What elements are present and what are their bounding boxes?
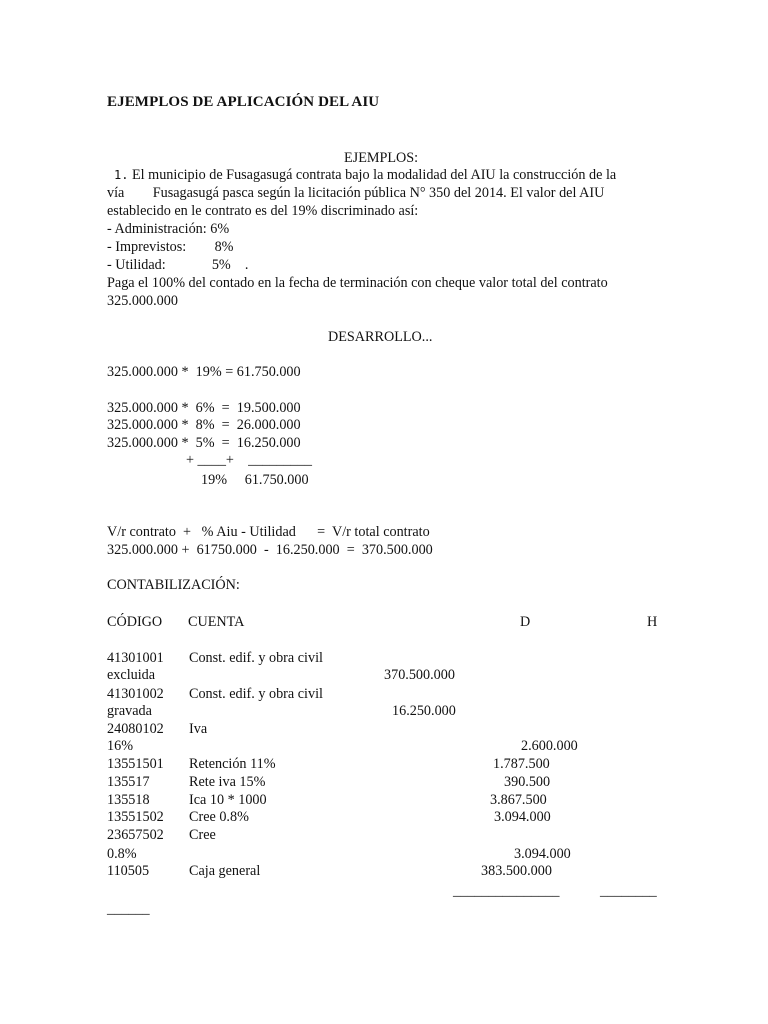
row-code: 135518: [107, 792, 150, 808]
row-code: 23657502: [107, 827, 164, 843]
row-value: 3.867.500: [490, 792, 547, 808]
calc-administracion: 325.000.000 * 6% = 19.500.000: [107, 400, 301, 416]
row-value: 390.500: [504, 774, 551, 790]
row-value: 370.500.000: [384, 667, 455, 683]
row-account: Const. edif. y obra civil: [189, 686, 323, 702]
column-header-codigo: CÓDIGO: [107, 614, 163, 630]
row-code: 135517: [107, 774, 150, 790]
row-account-continued: 0.8%: [107, 846, 137, 862]
formula-line-2: 325.000.000 + 61750.000 - 16.250.000 = 370.500.000: [107, 542, 433, 558]
desarrollo-heading: DESARROLLO...: [328, 329, 433, 345]
calc-imprevistos: 325.000.000 * 8% = 26.000.000: [107, 417, 301, 433]
column-header-credit: H: [647, 614, 658, 630]
row-account: Retención 11%: [189, 756, 276, 772]
row-code: 13551502: [107, 809, 164, 825]
example-number: 1.: [114, 168, 129, 182]
row-account-continued: excluida: [107, 667, 156, 683]
row-account: Rete iva 15%: [189, 774, 266, 790]
intro-item-utilidad: - Utilidad: 5% .: [107, 257, 249, 273]
sum-result: 19% 61.750.000: [201, 472, 309, 488]
intro-line-1: El municipio de Fusagasugá contrata bajo la modalidad del AIU la construcción de la: [132, 167, 617, 183]
intro-item-imprevistos: - Imprevistos: 8%: [107, 239, 234, 255]
intro-line-5: 325.000.000: [107, 293, 178, 309]
trailing-underline: ______: [107, 901, 150, 917]
row-value: 2.600.000: [521, 738, 578, 754]
column-header-debit: D: [520, 614, 531, 630]
row-account: Caja general: [189, 863, 261, 879]
row-account: Const. edif. y obra civil: [189, 650, 323, 666]
row-account: Ica 10 * 1000: [189, 792, 267, 808]
document-title: EJEMPLOS DE APLICACIÓN DEL AIU: [107, 94, 380, 110]
intro-item-administracion: - Administración: 6%: [107, 221, 230, 237]
credit-total-underline: ________: [600, 883, 657, 899]
intro-line-2: vía Fusagasugá pasca según la licitación pública N° 350 del 2014. El valor del AIU: [107, 185, 605, 201]
row-code: 110505: [107, 863, 150, 879]
contabilizacion-heading: CONTABILIZACIÓN:: [107, 577, 240, 593]
sum-line: + ____+ _________: [186, 452, 312, 468]
row-value: 1.787.500: [493, 756, 550, 772]
row-code: 41301001: [107, 650, 164, 666]
row-code: 13551501: [107, 756, 164, 772]
formula-line-1: V/r contrato + % Aiu - Utilidad = V/r total contrato: [107, 524, 430, 540]
row-value: 16.250.000: [392, 703, 456, 719]
row-code: 24080102: [107, 721, 164, 737]
column-header-cuenta: CUENTA: [188, 614, 245, 630]
row-value: 3.094.000: [494, 809, 551, 825]
calc-utilidad: 325.000.000 * 5% = 16.250.000: [107, 435, 301, 451]
row-account: Cree: [189, 827, 216, 843]
debit-total-underline: _______________: [453, 883, 560, 899]
row-account: Iva: [189, 721, 208, 737]
calc-total: 325.000.000 * 19% = 61.750.000: [107, 364, 301, 380]
row-code: 41301002: [107, 686, 164, 702]
intro-line-3: establecido en le contrato es del 19% discriminado así:: [107, 203, 419, 219]
examples-heading: EJEMPLOS:: [344, 150, 419, 166]
row-value: 3.094.000: [514, 846, 571, 862]
intro-line-4: Paga el 100% del contado en la fecha de terminación con cheque valor total del contrato: [107, 275, 608, 291]
row-value: 383.500.000: [481, 863, 552, 879]
row-account: Cree 0.8%: [189, 809, 249, 825]
row-account-continued: 16%: [107, 738, 134, 754]
row-account-continued: gravada: [107, 703, 152, 719]
